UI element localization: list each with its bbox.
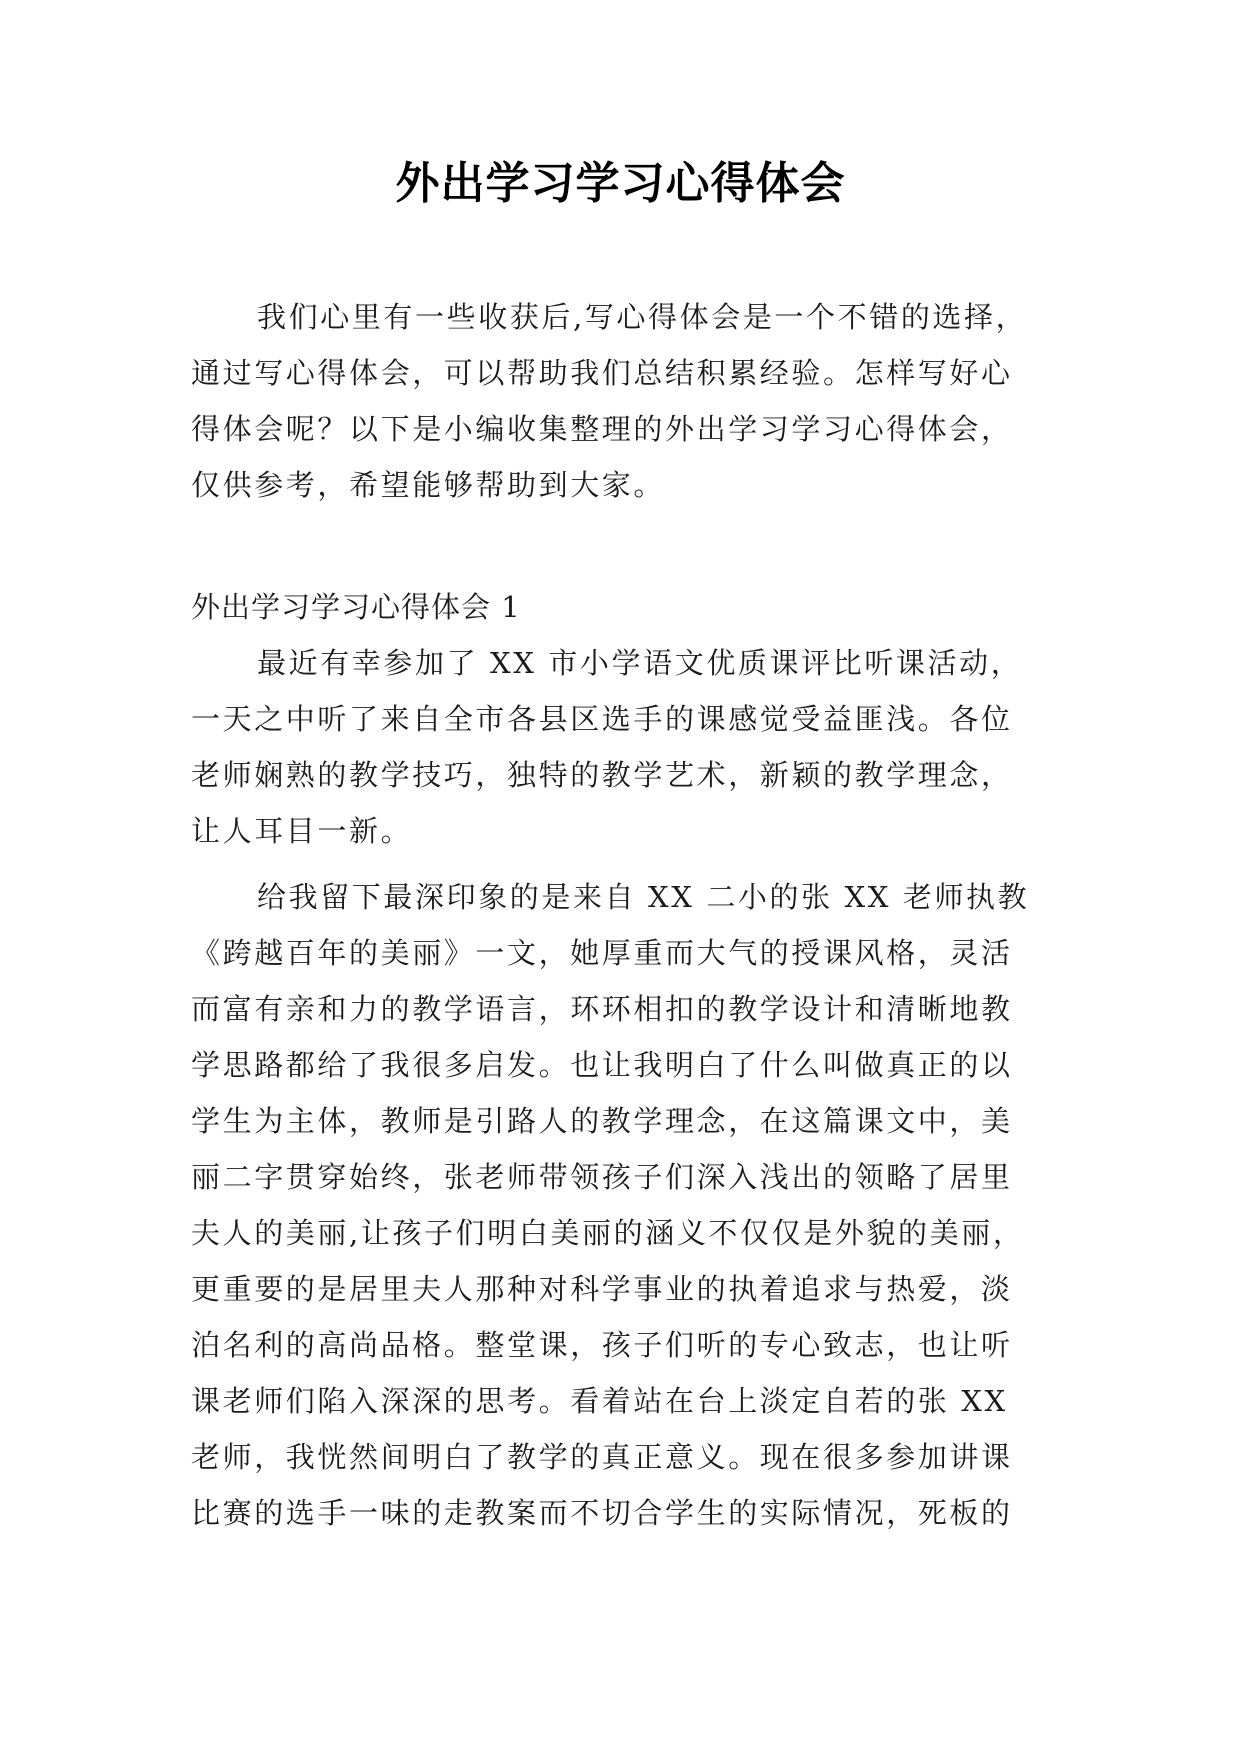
text-line: 给我留下最深印象的是来自 XX 二小的张 XX 老师执教	[257, 880, 1030, 914]
text-line: 最近有幸参加了 XX 市小学语文优质课评比听课活动，	[257, 646, 1023, 680]
text-line: 夫人的美丽,让孩子们明白美丽的涵义不仅仅是外貌的美丽，	[191, 1216, 1025, 1250]
document-title: 外出学习学习心得体会	[395, 158, 846, 209]
text-line: 学思路都给了我很多启发。也让我明白了什么叫做真正的以	[191, 1048, 1013, 1082]
text-line: 《跨越百年的美丽》一文，她厚重而大气的授课风格，灵活	[191, 936, 1013, 970]
text-line: 更重要的是居里夫人那种对科学事业的执着追求与热爱，淡	[191, 1272, 1013, 1306]
text-line: 丽二字贯穿始终，张老师带领孩子们深入浅出的领略了居里	[191, 1160, 1013, 1194]
text-line: 得体会呢？以下是小编收集整理的外出学习学习心得体会，	[191, 412, 1013, 446]
text-line: 学生为主体，教师是引路人的教学理念，在这篇课文中，美	[191, 1104, 1013, 1138]
text-line: 老师娴熟的教学技巧，独特的教学艺术，新颖的教学理念，	[191, 758, 1013, 792]
text-line: 泊名利的高尚品格。整堂课，孩子们听的专心致志，也让听	[191, 1328, 1013, 1362]
intro-paragraph	[191, 289, 1049, 513]
body-paragraph-2	[191, 869, 1049, 1541]
text-line: 我们心里有一些收获后,写心得体会是一个不错的选择，	[257, 300, 1028, 334]
section-heading	[191, 579, 1049, 635]
text-line: 而富有亲和力的教学语言，环环相扣的教学设计和清晰地教	[191, 992, 1013, 1026]
text-line: 老师，我恍然间明白了教学的真正意义。现在很多参加讲课	[191, 1440, 1013, 1474]
text-line: 让人耳目一新。	[191, 814, 413, 848]
text-line: 一天之中听了来自全市各县区选手的课感觉受益匪浅。各位	[191, 702, 1013, 736]
text-line: 课老师们陷入深深的思考。看着站在台上淡定自若的张 XX	[191, 1384, 1008, 1418]
text-line: 比赛的选手一味的走教案而不切合学生的实际情况，死板的	[191, 1496, 1013, 1530]
section-heading-text: 外出学习学习心得体会 1	[191, 590, 521, 624]
body-paragraph-1	[191, 635, 1049, 859]
text-line: 通过写心得体会，可以帮助我们总结积累经验。怎样写好心	[191, 356, 1013, 390]
text-line: 仅供参考，希望能够帮助到大家。	[191, 468, 666, 502]
